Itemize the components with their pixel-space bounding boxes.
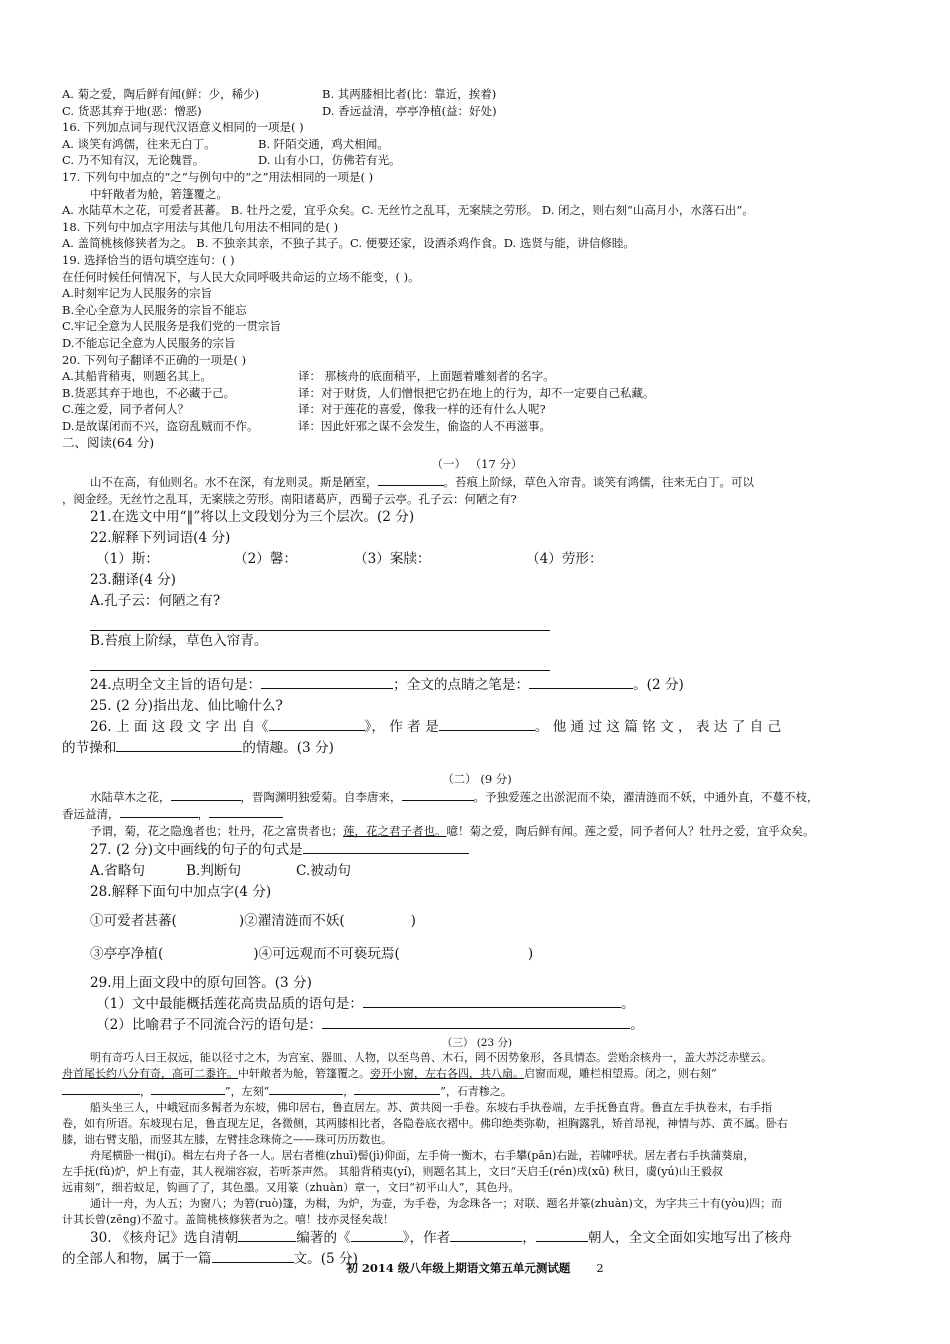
page-number: 2 [596,1261,604,1275]
fill-blank[interactable] [238,1229,296,1242]
passage2-text: 予谓，菊，花之隐逸者也；牡丹，花之富贵者也； [90,824,343,839]
q19-option-c: C.牢记全意为人民服务是我们党的一贯宗旨 [62,319,282,334]
q15-option-c: C. 货恶其弃于地(恶：憎恶) [62,103,202,118]
fill-blank[interactable] [402,788,474,801]
fill-blank[interactable] [378,473,444,486]
q16-row2 [62,152,892,169]
underlined-sentence: 旁开小窗，左右各四，共八扇。 [370,1066,524,1080]
passage3-text: 中轩敞者为舱，箬篷覆之。 [238,1066,370,1080]
q16-stem: 16. 下列加点词与现代汉语意义相同的一项是( ) [62,120,304,135]
q19-option-b: B.全心全意为人民服务的宗旨不能忘 [62,302,247,317]
underlined-sentence: 舟首尾长约八分有奇，高可二黍许。 [62,1066,238,1080]
q20-row-a [62,368,892,385]
fill-blank[interactable] [529,676,633,689]
passage1-heading: （一） （17 分） [431,457,523,472]
q28-text: ①可爱者甚蕃( [90,912,177,929]
fill-blank[interactable] [351,1229,403,1242]
q25: 25. (2 分)指出龙、仙比喻什么? [90,698,283,715]
q22-items [62,549,892,570]
fill-blank[interactable] [209,805,283,818]
q30-line1 [62,1228,892,1249]
q19-context: 在任何时候任何情况下，与人民大众同呼吸共命运的立场不能变，( )。 [62,269,420,284]
passage3-line: 计其长曾(zēng)不盈寸。盖简桃核修狭者为之。嘻！技亦灵怪矣哉！ [62,1212,395,1226]
passage3-line: 远甫刻”，细若蚊足，钩画了了，其色墨。又用篆（zhuàn）章一，文曰“初平山人”，其色丹。 [62,1180,520,1194]
passage1-text: 山不在高，有仙则名。水不在深，有龙则灵。斯是陋室， [90,475,378,490]
q19-stem: 19. 选择恰当的语句填空连句：( ) [62,252,235,267]
q16-option-c: C. 乃不知有汉，无论魏晋。 [62,153,205,168]
q15-row1 [62,86,892,103]
q20-source: A.其船背稍夷，则题名其上。 [62,369,212,384]
fill-blank[interactable] [269,718,365,731]
q16-row1 [62,136,892,153]
q20-source: D.是故谋闭而不兴，盗窃乱贼而不作。 [62,418,259,433]
footer-title: 初 2014 级八年级上期语文第五单元测试题 [346,1261,571,1275]
fill-blank[interactable] [151,1082,225,1095]
q28-row1 [62,911,892,932]
passage3-line: 卷，如有所语。东坡现右足，鲁直现左足，各微侧，其两膝相比者，各隐卷底衣褶中。佛印绝类弥勒，袒胸露乳，矫首昂视，神情与苏、黄不属。卧右 [62,1116,788,1130]
q20-row-d [62,418,892,435]
q23: 23.翻译(4 分) [90,572,176,589]
answer-line[interactable] [90,612,550,631]
q26-text: 的节操和 [62,740,117,757]
passage3-line: 舟尾横卧一楫(jí)。楫左右舟子各一人。居右者椎(zhuī)髻(jì)仰面，左手倚一衡木，右手攀(pān)右趾，若啸呼状。居左者右手执蒲葵扇， [90,1148,755,1162]
q17-options: A. 水陆草木之花，可爱者甚蕃。 B. 牡丹之爱，宜乎众矣。C. 无丝竹之乱耳，无案牍之劳形。 D. 闭之，则右刻“山高月小，水落石出”。 [62,203,754,218]
q30-text: 朝人，全文全面如实地写出了核舟 [587,1229,792,1246]
q30-text: 文。(5 分) [293,1250,358,1267]
q18-stem: 18. 下列句中加点字用法与其他几句用法不相同的是( ) [62,219,339,234]
passage3-line: 明有奇巧人曰王叔远，能以径寸之木，为宫室、器皿、人物，以至鸟兽、木石，罔不因势象形，各具情态。尝贻余核舟一，盖大苏泛赤壁云。 [90,1050,772,1064]
fill-blank[interactable] [354,1082,440,1095]
q15-option-b: B. 其两膝相比者(比：靠近，挨着) [322,87,497,101]
q28: 28.解释下面句中加点字(4 分) [90,883,272,900]
fill-blank[interactable] [116,739,242,752]
passage2-text: 水陆草木之花， [90,789,171,804]
q26-text: 。 他 通 过 这 篇 铭 文 ， 表 达 了 自 己 [534,719,782,736]
q16-option-a: A. 谈笑有鸿儒，往来无白丁。 [62,136,216,151]
passage3-line [62,1066,892,1082]
q20-source: B.货恶其弃于地也，不必藏于己。 [62,385,236,400]
q27 [62,840,892,861]
fill-blank[interactable] [536,1229,588,1242]
q15-row2 [62,103,892,120]
q29-text: （2）比喻君子不同流合污的语句是： [96,1016,323,1033]
q22-item: （4）劳形： [526,551,603,568]
passage3-line: 膝，诎右臂支船，而竖其左膝，左臂挂念珠倚之——珠可历历数也。 [62,1132,392,1146]
q28-text: ) [410,912,416,929]
q20-row-c [62,401,892,418]
q23-a: A.孔子云：何陋之有? [90,593,221,610]
passage2-heading: （二） (9 分) [442,772,512,787]
q28-text: ③亭亭净植( [90,945,164,962]
passage1-text: ，阅金经。无丝竹之乱耳，无案牍之劳形。南阳诸葛庐，西蜀子云亭。孔子云：何陋之有? [62,491,517,506]
q17-stem: 17. 下列句中加点的“之”与例句中的“之”用法相同的一项是( ) [62,169,374,184]
q20-stem: 20. 下列句子翻译不正确的一项是( ) [62,352,247,367]
q27-option: A.省略句 [90,862,145,879]
fill-blank[interactable] [62,1082,140,1095]
q24-text: 24.点明全文主旨的语句是： [90,677,262,694]
q20-translation: 译：对于莲花的喜爱，像我一样的还有什么人呢? [298,402,546,417]
q20-translation: 译： 那核舟的底面稍平，上面题着雕刻者的名字。 [298,369,555,384]
fill-blank[interactable] [303,841,469,854]
q19-option-a: A.时刻牢记为人民服务的宗旨 [62,286,212,301]
passage3-text: ， [343,1084,355,1098]
passage1-line2 [62,491,892,508]
exam-page [62,86,892,1270]
q23-b: B.苔痕上阶绿，草色入帘青。 [90,633,268,650]
passage3-heading: （三） (23 分) [441,1036,513,1049]
underlined-sentence: 莲，花之君子者也。 [343,824,447,839]
q29-a: （1）文中最能概括莲花高贵品质的语句是： 。 [96,995,635,1012]
passage3-text: ， [140,1084,151,1098]
passage3-line: 船头坐三人，中峨冠而多髯者为东坡，佛印居右，鲁直居左。苏、黄共阅一手卷。东坡右手执卷端，左手抚鲁直背。鲁直左手执卷末，右手指 [90,1100,772,1114]
q20-translation: 译：因此奸邪之谋不会发生，偷盗的人不再滋事。 [298,418,551,433]
fill-blank[interactable] [450,1229,522,1242]
q15-option-a: A. 菊之爱，陶后鲜有闻(鲜：少，稀少) [62,87,260,101]
q29-text: （1）文中最能概括莲花高贵品质的语句是： [96,995,363,1012]
q24-text: 。(2 分) [633,677,684,694]
q21: 21.在选文中用“‖”将以上文段划分为三个层次。(2 分) [90,509,415,526]
q20-row-b [62,385,892,402]
q29: 29.用上面文段中的原句回答。(3 分) [90,974,312,991]
q26-line2 [62,738,892,759]
passage3-line: 通计一舟，为人五；为窗八；为箬(ruò)篷，为楫，为炉，为壶，为手卷，为念珠各一；对联、题名并篆(zhuàn)文，为字共三十有(yòu)四；而 [90,1196,783,1210]
passage2-text: 。予独爱莲之出淤泥而不染，濯清涟而不妖，中通外直，不蔓不枝， [473,789,819,804]
passage2-text: ， [197,807,209,822]
q28-text: )④可远观而不可亵玩焉( [253,945,400,962]
passage1-line1 [62,473,892,491]
passage2-text: 香远益清， [62,807,120,822]
passage1-text: 。苔痕上阶绿，草色入帘青。谈笑有鸿儒，往来无白丁。可以 [443,475,754,490]
q22-item: （1）斯： [96,551,160,568]
section-title: 二、阅读(64 分) [62,435,155,451]
passage2-line3 [62,823,892,840]
passage3-text: ”，左刻“ [225,1084,270,1098]
fill-blank[interactable] [171,788,241,801]
q27-option: B.判断句 [186,862,242,879]
q30-text: 30. 《核舟记》选自清朝 [90,1229,239,1246]
fill-blank[interactable] [261,676,393,689]
q30-text: ， [522,1229,536,1246]
passage3-text: ”，石青糁之。 [440,1084,512,1098]
q30-text: 编著的《 [296,1229,351,1246]
q18-options: A. 盖简桃核修狭者为之。 B. 不独亲其亲，不独子其子。C. 便要还家，设酒杀鸡作食。D. 选贤与能，讲信修睦。 [62,236,635,251]
q16-option-b: B. 阡陌交通，鸡犬相闻。 [258,136,389,151]
fill-blank[interactable] [322,1016,630,1029]
q15-option-d: D. 香远益清，亭亭净植(益：好处) [322,103,497,118]
q28-text: ) [527,945,534,962]
q19-option-d: D.不能忘记全意为人民服务的宗旨 [62,335,236,350]
q20-translation: 译：对于财货，人们憎恨把它扔在地上的行为，却不一定要自己私藏。 [298,385,655,400]
q30-text: 的全部人和物，属于一篇 [62,1250,212,1267]
fill-blank[interactable] [439,718,535,731]
q29-b: （2）比喻君子不同流合污的语句是： 。 [96,1016,644,1033]
fill-blank[interactable] [363,995,621,1008]
q24 [62,675,892,696]
passage2-text: 噫！菊之爱，陶后鲜有闻。莲之爱，同予者何人？牡丹之爱，宜乎众矣。 [446,824,815,839]
q27-option: C.被动句 [296,862,352,879]
q27-options [62,861,892,882]
q28-row2 [62,944,892,965]
q20-source: C.莲之爱，同予者何人？ [62,402,190,417]
passage2-line2 [62,805,892,823]
q22: 22.解释下列词语(4 分) [90,530,231,547]
q16-option-d: D. 山有小口，仿佛若有光。 [258,153,401,168]
fill-blank[interactable] [120,805,198,818]
fill-blank[interactable] [269,1082,343,1095]
passage3-text: 启窗而观，雕栏相望焉。闭之，则右刻“ [524,1066,717,1080]
passage3-line: 左手抚(fǔ)炉，炉上有壶，其人视端容寂，若听茶声然。 其船背稍夷(yí)，则题名其上，文曰“天启壬(rén)戌(xū) 秋日，虞(yú)山王毅叔 [62,1164,723,1178]
q26-line1 [62,717,892,738]
q27-text: 27. (2 分)文中画线的句子的句式是 [90,841,303,858]
q28-text: )②濯清涟而不妖( [238,912,345,929]
q22-item: （3）案牍： [354,551,431,568]
answer-line[interactable] [90,652,550,671]
passage2-line1 [62,788,892,806]
passage2-text: ，晋陶渊明独爱菊。自李唐来， [240,789,402,804]
q26-text: 的情趣。(3 分) [242,740,334,757]
q30-text: 》，作者 [402,1229,451,1246]
q26-text: 26. 上 面 这 段 文 字 出 自《 [90,719,269,736]
q26-text: 》， 作 者 是 [364,719,439,736]
q22-item: （2）馨： [234,551,298,568]
q24-text: ；全文的点睛之笔是： [393,677,530,694]
q17-example: 中轩敞者为舱，箬篷覆之。 [90,186,228,201]
passage3-line [62,1082,892,1100]
page-footer [0,1260,950,1276]
